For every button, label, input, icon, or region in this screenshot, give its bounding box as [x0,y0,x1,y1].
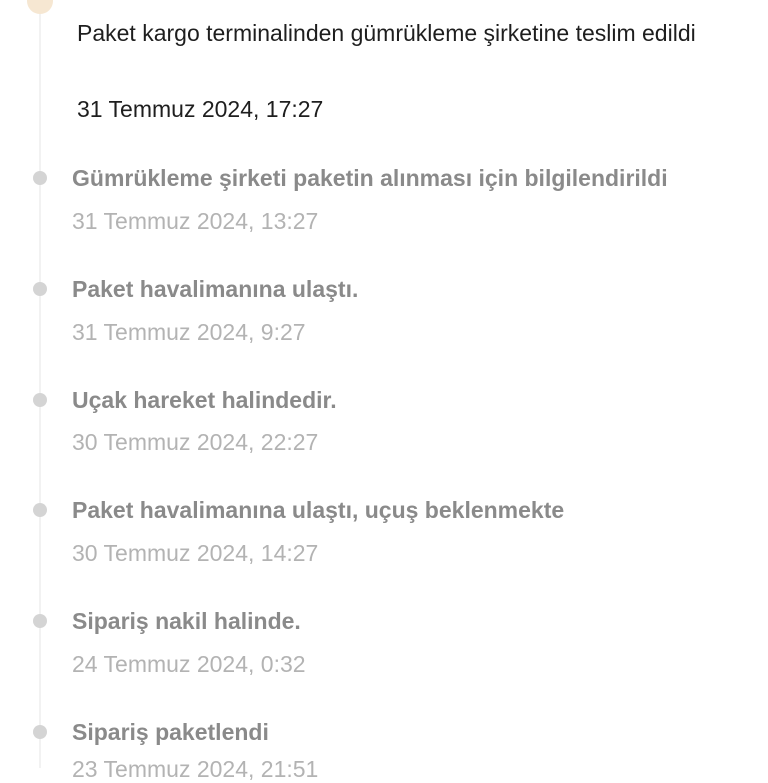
event-time: 31 Temmuz 2024, 13:27 [72,208,319,234]
event-dot [33,282,47,296]
event-dot [33,393,47,407]
event-message: Uçak hareket halindedir. [72,387,337,413]
current-status-dot [27,0,53,14]
event-time: 30 Temmuz 2024, 22:27 [72,429,319,455]
event-message: Paket havalimanına ulaştı, uçuş beklenmekte [72,497,565,523]
event-dot [33,725,47,739]
event-time: 24 Temmuz 2024, 0:32 [72,651,306,677]
event-time: 31 Temmuz 2024, 9:27 [72,319,306,345]
event-dot [33,171,47,185]
event-message: Gümrükleme şirketi paketin alınması için bilgilendirildi [72,165,668,191]
event-message: Paket kargo terminalinden gümrükleme şirketine teslim edildi [77,20,696,46]
event-time: 23 Temmuz 2024, 21:51 [72,756,319,782]
event-message: Paket havalimanına ulaştı. [72,276,359,302]
event-message: Sipariş paketlendi [72,719,269,745]
event-time: 31 Temmuz 2024, 17:27 [77,96,324,122]
event-time: 30 Temmuz 2024, 14:27 [72,540,319,566]
event-dot [33,614,47,628]
timeline-rail [39,0,41,768]
event-message: Sipariş nakil halinde. [72,608,301,634]
event-dot [33,503,47,517]
